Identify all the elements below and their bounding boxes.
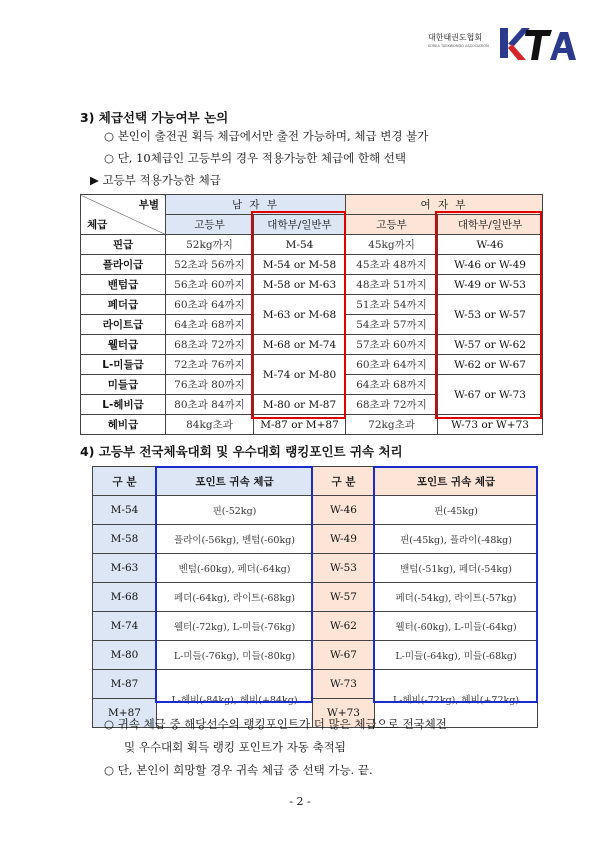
- female-division-header: 여 자 부: [346, 195, 543, 215]
- male-hs-range: 84kg초과: [166, 415, 254, 435]
- table-row: [81, 275, 543, 295]
- male-hs-range: 80초과 84까지: [166, 395, 254, 415]
- male-univ-class: M-54: [254, 235, 346, 255]
- male-class: M-54: [93, 496, 157, 525]
- female-points: 페더(-54kg), 라이트(-57kg): [375, 583, 538, 612]
- class-name: 헤비급: [81, 415, 166, 435]
- kta-logo: [428, 20, 578, 66]
- female-class: W-53: [313, 554, 375, 583]
- table-row: [81, 295, 543, 315]
- female-univ-class: W-49 or W-53: [438, 275, 543, 295]
- section-3-bullet-1: ○ 본인이 출전권 획득 체급에서만 출전 가능하며, 체급 변경 불가: [104, 129, 429, 143]
- logo-english-name: KOREA TAEKWONDO ASSOCIATION: [428, 44, 489, 48]
- table-row: [81, 255, 543, 275]
- table-row: [81, 355, 543, 375]
- class-name: 웰터급: [81, 335, 166, 355]
- female-class: W-49: [313, 525, 375, 554]
- male-hs-range: 52kg까지: [166, 235, 254, 255]
- female-class-header: 구 분: [313, 467, 375, 496]
- corner-bottom-label: 체급: [87, 219, 108, 231]
- male-class-header: 구 분: [93, 467, 157, 496]
- male-hs-range: 76초과 80까지: [166, 375, 254, 395]
- male-hs-range: 56초과 60까지: [166, 275, 254, 295]
- male-hs-range: 64초과 68까지: [166, 315, 254, 335]
- male-hs-range: 72초과 76까지: [166, 355, 254, 375]
- table-row: [93, 612, 538, 641]
- section-3-title: 3) 체급선택 가능여부 논의: [80, 110, 229, 125]
- female-points: L-미들(-64kg), 미들(-68kg): [375, 641, 538, 670]
- female-points: 웰터(-60kg), L-미들(-64kg): [375, 612, 538, 641]
- table-row: [81, 335, 543, 355]
- female-class: W-73: [313, 670, 375, 699]
- class-name: 페더급: [81, 295, 166, 315]
- male-univ-class: M-58 or M-63: [254, 275, 346, 295]
- class-name: L-미들급: [81, 355, 166, 375]
- class-name: 핀급: [81, 235, 166, 255]
- corner-top-label: 부별: [138, 199, 159, 211]
- table-row: [81, 415, 543, 435]
- female-hs-range: 45kg까지: [346, 235, 438, 255]
- section-3-bullet-2: ○ 단, 10체급인 고등부의 경우 적용가능한 체급에 한해 선택: [104, 151, 406, 165]
- male-class: M-68: [93, 583, 157, 612]
- section-3-subtitle: ▶ 고등부 적용가능한 체급: [90, 173, 221, 187]
- table-row: [93, 525, 538, 554]
- female-univ-class: W-67 or W-73: [438, 375, 543, 415]
- female-points: 핀(-45kg), 플라이(-48kg): [375, 525, 538, 554]
- female-class: W-62: [313, 612, 375, 641]
- female-univ-class: W-53 or W-57: [438, 295, 543, 335]
- female-hs-range: 68초과 72까지: [346, 395, 438, 415]
- male-points-header: 포인트 귀속 체급: [157, 467, 313, 496]
- female-univ-header: 대학부/일반부: [438, 215, 543, 235]
- note-1-continued: 및 우수대회 획득 랭킹 포인트가 자동 축적됨: [124, 740, 346, 754]
- female-univ-class: W-46 or W-49: [438, 255, 543, 275]
- female-hs-header: 고등부: [346, 215, 438, 235]
- male-class: M-74: [93, 612, 157, 641]
- male-hs-header: 고등부: [166, 215, 254, 235]
- male-points: 페더(-64kg), 라이트(-68kg): [157, 583, 313, 612]
- female-hs-range: 48초과 51까지: [346, 275, 438, 295]
- female-class: W-67: [313, 641, 375, 670]
- male-points: L-미들(-76kg), 미들(-80kg): [157, 641, 313, 670]
- table-row: [81, 235, 543, 255]
- table-row: [93, 496, 538, 525]
- logo-korean-name: 대한태권도협회: [428, 33, 483, 42]
- female-univ-class: W-57 or W-62: [438, 335, 543, 355]
- male-univ-header: 대학부/일반부: [254, 215, 346, 235]
- male-univ-class: M-63 or M-68: [254, 295, 346, 335]
- female-hs-range: 60초과 64까지: [346, 355, 438, 375]
- male-univ-class: M-80 or M-87: [254, 395, 346, 415]
- female-hs-range: 51초과 54까지: [346, 295, 438, 315]
- male-hs-range: 60초과 64까지: [166, 295, 254, 315]
- male-points: 웰터(-72kg), L-미들(-76kg): [157, 612, 313, 641]
- class-name: 라이트급: [81, 315, 166, 335]
- section-4-title: 4) 고등부 전국체육대회 및 우수대회 랭킹포인트 귀속 처리: [80, 444, 403, 459]
- male-division-header: 남 자 부: [166, 195, 346, 215]
- male-hs-range: 52초과 56까지: [166, 255, 254, 275]
- table-row: [93, 641, 538, 670]
- female-univ-class: W-73 or W+73: [438, 415, 543, 435]
- table-row: [93, 583, 538, 612]
- ranking-point-table: [92, 466, 538, 728]
- male-points: 플라이(-56kg), 벤텀(-60kg): [157, 525, 313, 554]
- male-univ-class: M-68 or M-74: [254, 335, 346, 355]
- female-hs-range: 57초과 60까지: [346, 335, 438, 355]
- female-points: 밴텀(-51kg), 페더(-54kg): [375, 554, 538, 583]
- male-class: M-80: [93, 641, 157, 670]
- table1-corner-cell: [81, 195, 166, 235]
- male-univ-class: M-54 or M-58: [254, 255, 346, 275]
- female-univ-class: W-46: [438, 235, 543, 255]
- class-name: L-헤비급: [81, 395, 166, 415]
- table-row: [93, 670, 538, 699]
- female-univ-class: W-62 or W-67: [438, 355, 543, 375]
- female-hs-range: 54초과 57까지: [346, 315, 438, 335]
- kta-mark-icon: [496, 22, 578, 64]
- female-hs-range: 64초과 68까지: [346, 375, 438, 395]
- female-class: W+73: [313, 699, 375, 728]
- note-2: ○ 단, 본인이 희망할 경우 귀속 체급 중 선택 가능. 끝.: [104, 763, 373, 777]
- page-number: - 2 -: [289, 795, 311, 808]
- male-class: M+87: [93, 699, 157, 728]
- female-hs-range: 72kg초과: [346, 415, 438, 435]
- male-points: 벤텀(-60kg), 페더(-64kg): [157, 554, 313, 583]
- class-name: 미들급: [81, 375, 166, 395]
- male-univ-class: M-87 or M+87: [254, 415, 346, 435]
- class-name: 밴텀급: [81, 275, 166, 295]
- male-class: M-58: [93, 525, 157, 554]
- male-univ-class: M-74 or M-80: [254, 355, 346, 395]
- female-class: W-57: [313, 583, 375, 612]
- note-1: ○ 귀속 체급 중 해당선수의 랭킹포인트가 더 많은 체급으로 전국체전: [104, 717, 447, 731]
- male-hs-range: 68초과 72까지: [166, 335, 254, 355]
- female-points-header: 포인트 귀속 체급: [375, 467, 538, 496]
- class-name: 플라이급: [81, 255, 166, 275]
- male-class: M-63: [93, 554, 157, 583]
- female-class: W-46: [313, 496, 375, 525]
- male-points: L-헤비(-84kg), 헤비(+84kg): [157, 670, 313, 728]
- table-row: [93, 554, 538, 583]
- female-hs-range: 45초과 48까지: [346, 255, 438, 275]
- female-points: 핀(-45kg): [375, 496, 538, 525]
- male-class: M-87: [93, 670, 157, 699]
- female-points: L-헤비(-72kg), 헤비(+72kg): [375, 670, 538, 728]
- male-points: 핀(-52kg): [157, 496, 313, 525]
- weight-class-table: [80, 194, 543, 435]
